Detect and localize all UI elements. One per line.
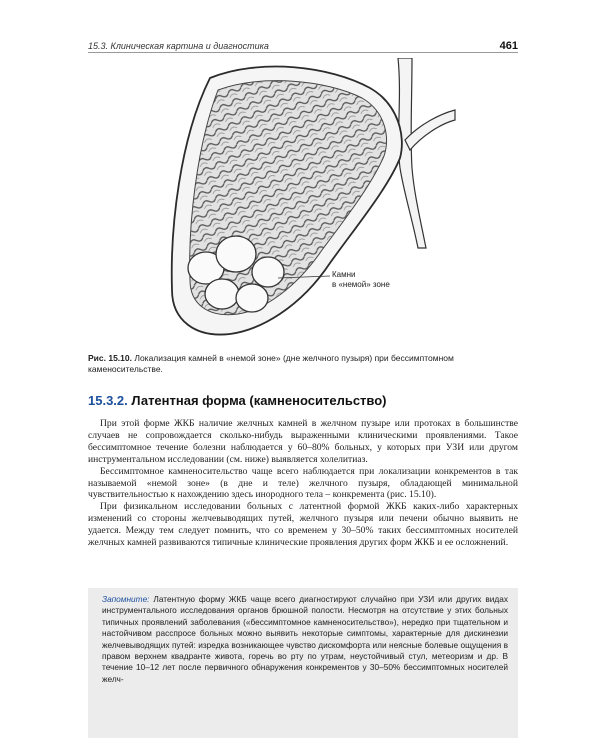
figure-label-line2: в «немой» зоне xyxy=(332,280,390,289)
running-head xyxy=(88,40,518,52)
gallstone xyxy=(236,284,268,312)
section-heading xyxy=(88,393,518,408)
body-text xyxy=(88,418,518,549)
section-number: 15.3.2. xyxy=(88,393,128,408)
note-box xyxy=(88,588,518,738)
header-divider xyxy=(88,52,518,53)
gallstone xyxy=(252,257,284,287)
note-text: Латентную форму ЖКБ чаще всего диагностируют случайно при УЗИ или других видах инструментального исследования органов брюшной полости. Несмотря на отсутствие у этих больных типичных проявлений заболевания («бессимптомное камненосительство»), нередко при тщательном и настойчивом расспросе больных можно выявить некоторые симптомы, характерные для дискинезии желчевыводящих путей: изредка возникающее чувство дискомфорта или неясные болевые ощущения в правом верхнем квадранте живота, горечь во рту по утрам, неустойчивый стул, метеоризм и др. В течение 10–12 лет после первичного обнаружения конкрементов у 30–50% бессимптомных носителей желч- xyxy=(102,594,508,684)
section-title: Латентная форма (камненосительство) xyxy=(131,393,387,408)
duct-branch xyxy=(405,110,455,150)
figure-label-line1: Камни xyxy=(332,270,356,279)
page-number: 461 xyxy=(499,40,518,52)
caption-label: Рис. 15.10. xyxy=(88,353,132,363)
bile-duct xyxy=(398,58,426,248)
caption-text: Локализация камней в «немой зоне» (дне желчного пузыря) при бессимптомном каменосительстве. xyxy=(88,353,454,374)
note-label: Запомните: xyxy=(102,594,150,604)
paragraph: При физикальном исследовании больных с латентной формой ЖКБ каких-либо характерных изменений со стороны желчевыводящих путей, желчного пузыря или печени обычно выявить не удается. Между тем следует помнить, что со временем у 30–50% таких бессимптомных носителей желчных камней развиваются типичные клинические проявления других форм ЖКБ и ее осложнений. xyxy=(88,501,518,549)
gallbladder-illustration xyxy=(150,58,460,348)
paragraph: При этой форме ЖКБ наличие желчных камней в желчном пузыре или протоках в большинстве случаев не сопровождается сколько-нибудь выраженными клиническими проявлениями. Такое бессимптомное течение болезни наблюдается у 60–80% больных, у которых при УЗИ или другом инструментальном исследовании (см. ниже) выявляется холелитиаз. xyxy=(88,418,518,465)
figure-label xyxy=(332,270,390,290)
paragraph: Бессимптомное камненосительство чаще всего наблюдается при локализации конкрементов в так называемой «немой зоне» (в дне и теле) желчного пузыря, обладающей минимальной чувствительностью к нахождению здесь инородного тела – конкремента (рис. 15.10). xyxy=(88,465,518,501)
gallstone xyxy=(216,236,256,272)
running-head-section: 15.3. Клиническая картина и диагностика xyxy=(88,41,269,51)
figure-caption xyxy=(88,353,518,375)
gallstone xyxy=(205,279,239,309)
